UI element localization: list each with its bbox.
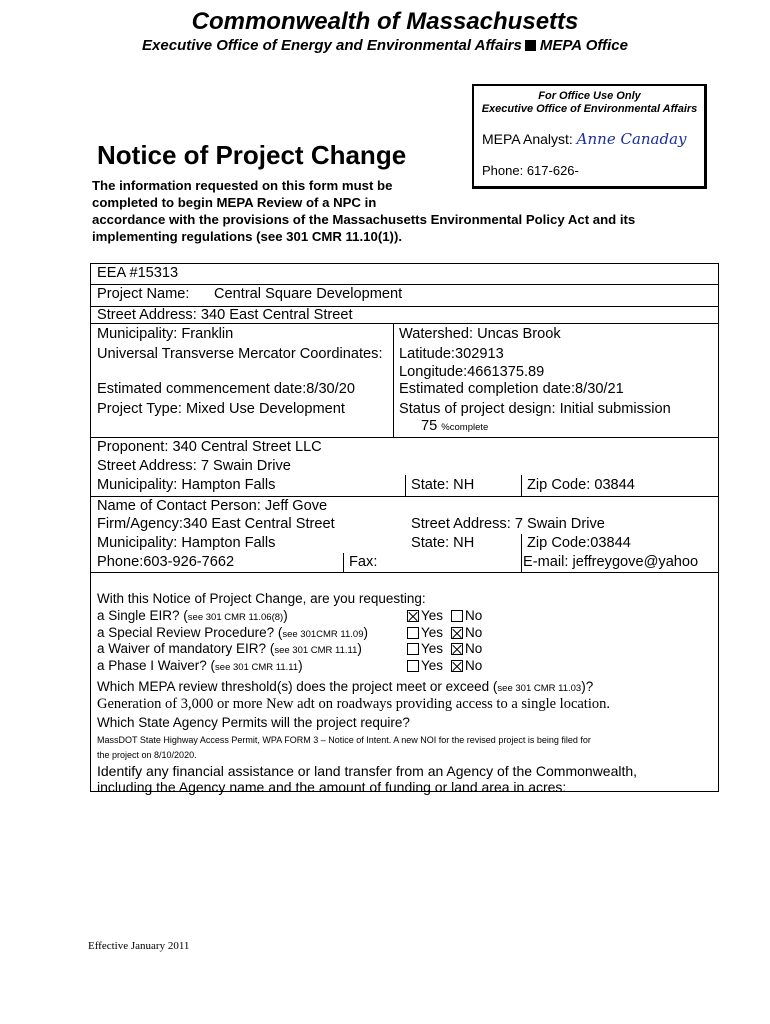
- threshold-question: [97, 679, 593, 694]
- project-street-address: Street Address: 340 East Central Street: [97, 307, 353, 323]
- permits-answer-line-1: MassDOT State Highway Access Permit, WPA FORM 3 – Notice of Intent. A new NOI for the revised project is being filed for: [97, 735, 591, 745]
- completion-date: Estimated completion date:8/30/21: [399, 381, 624, 397]
- no-checkbox[interactable]: [451, 610, 463, 622]
- square-bullet-icon: [525, 40, 536, 51]
- watershed: Watershed: Uncas Brook: [399, 326, 561, 342]
- commencement-date: Estimated commencement date:8/30/20: [97, 381, 355, 397]
- document-title: Commonwealth of Massachusetts: [191, 8, 579, 35]
- request-option-label: a Waiver of mandatory EIR? (: [97, 641, 275, 656]
- contact-street-address: Street Address: 7 Swain Drive: [411, 516, 605, 532]
- office-phone: Phone: 617-626-: [482, 163, 579, 178]
- yes-checkbox[interactable]: [407, 660, 419, 672]
- office-use-box: [472, 84, 707, 189]
- proponent-street-address: Street Address: 7 Swain Drive: [97, 458, 291, 474]
- request-option-row: [97, 625, 368, 640]
- request-option-row: [97, 608, 288, 623]
- proponent: Proponent: 340 Central Street LLC: [97, 439, 322, 455]
- yes-label: Yes: [421, 624, 444, 640]
- contact-email: E-mail: jeffreygove@yahoo: [523, 554, 699, 570]
- request-option-ref: see 301CMR 11.09: [282, 628, 364, 640]
- yes-label: Yes: [421, 641, 444, 656]
- mepa-analyst-label: MEPA Analyst:: [482, 131, 573, 147]
- yes-checkbox[interactable]: [407, 610, 419, 622]
- eea-number: EEA #15313: [97, 265, 179, 281]
- request-option-row: [97, 641, 362, 656]
- permits-question: Which State Agency Permits will the project require?: [97, 715, 410, 730]
- latitude: Latitude:302913: [399, 346, 504, 362]
- permits-answer-line-2: the project on 8/10/2020.: [97, 750, 197, 760]
- threshold-question-text: Which MEPA review threshold(s) does the project meet or exceed (: [97, 679, 498, 694]
- request-option-close: ): [283, 608, 288, 623]
- yes-label: Yes: [421, 608, 444, 623]
- request-option-close: ): [298, 657, 303, 673]
- project-municipality: Municipality: Franklin: [97, 326, 234, 342]
- footer-effective-date: Effective January 2011: [88, 940, 190, 952]
- no-label: No: [465, 641, 483, 656]
- subtitle-agency: Executive Office of Energy and Environmental Affairs: [142, 37, 522, 54]
- no-label: No: [465, 608, 483, 623]
- request-option-label: a Single EIR? (: [97, 608, 188, 623]
- request-option-label: a Phase I Waiver? (: [97, 657, 216, 673]
- proponent-municipality: Municipality: Hampton Falls: [97, 477, 276, 493]
- request-option-ref: see 301 CMR 11.11: [215, 661, 299, 673]
- request-option-close: ): [357, 641, 362, 656]
- request-option-label: a Special Review Procedure? (: [97, 624, 283, 640]
- design-status: Status of project design: Initial submission: [399, 401, 671, 417]
- proponent-state: State: NH: [411, 477, 475, 493]
- contact-firm: Firm/Agency:340 East Central Street: [97, 516, 335, 532]
- contact-fax: Fax:: [349, 554, 378, 570]
- utm-coordinates-label: Universal Transverse Mercator Coordinates:: [97, 346, 383, 362]
- yes-no-group: [407, 625, 482, 640]
- contact-phone: Phone:603-926-7662: [97, 554, 235, 570]
- subtitle-office: MEPA Office: [539, 37, 628, 54]
- request-option-close: ): [363, 624, 368, 640]
- financial-question-line-2: including the Agency name and the amount of funding or land area in acres:: [97, 779, 567, 795]
- request-question: With this Notice of Project Change, are you requesting:: [97, 591, 426, 606]
- no-checkbox[interactable]: [451, 643, 463, 655]
- request-option-ref: see 301 CMR 11.11: [274, 645, 358, 656]
- project-form-table: [90, 263, 719, 795]
- no-checkbox[interactable]: [451, 660, 463, 672]
- office-use-agency: Executive Office of Environmental Affairs: [481, 103, 698, 115]
- threshold-ref: see 301 CMR 11.03: [497, 683, 582, 694]
- mepa-analyst: [482, 130, 687, 148]
- longitude: Longitude:4661375.89: [399, 364, 545, 380]
- yes-no-group: [407, 658, 482, 673]
- intro-text: [92, 177, 635, 245]
- office-use-heading: For Office Use Only: [538, 90, 641, 102]
- contact-state: State: NH: [411, 535, 475, 551]
- project-type: Project Type: Mixed Use Development: [97, 401, 345, 417]
- yes-checkbox[interactable]: [407, 643, 419, 655]
- document-subtitle: [0, 37, 770, 54]
- intro-line-1: The information requested on this form must be: [92, 178, 393, 193]
- intro-line-2: completed to begin MEPA Review of a NPC in: [92, 195, 377, 210]
- percent-complete: [421, 418, 488, 434]
- percent-value: 75: [421, 418, 438, 434]
- financial-question-line-1: Identify any financial assistance or land transfer from an Agency of the Commonwealth,: [97, 763, 638, 779]
- request-option-row: [97, 658, 303, 673]
- intro-line-4: implementing regulations (see 301 CMR 11.10(1)).: [92, 229, 402, 244]
- notice-title: Notice of Project Change: [97, 140, 407, 170]
- proponent-zip: Zip Code: 03844: [527, 477, 635, 493]
- contact-zip: Zip Code:03844: [527, 535, 631, 551]
- no-label: No: [465, 624, 483, 640]
- yes-checkbox[interactable]: [407, 627, 419, 639]
- no-checkbox[interactable]: [451, 627, 463, 639]
- project-name-label: Project Name:: [97, 286, 190, 302]
- threshold-answer: Generation of 3,000 or more New adt on roadways providing access to a single location.: [97, 696, 610, 712]
- percent-label: %complete: [441, 422, 489, 433]
- yes-no-group: [407, 608, 482, 623]
- request-option-ref: see 301 CMR 11.06(8): [187, 612, 284, 623]
- threshold-close: )?: [581, 679, 594, 694]
- project-name: Central Square Development: [214, 286, 403, 302]
- contact-person: Name of Contact Person: Jeff Gove: [97, 498, 328, 514]
- intro-line-3: accordance with the provisions of the Massachusetts Environmental Policy Act and its: [92, 212, 636, 227]
- yes-no-group: [407, 641, 482, 656]
- no-label: No: [465, 657, 483, 673]
- yes-label: Yes: [421, 657, 444, 673]
- contact-municipality: Municipality: Hampton Falls: [97, 535, 276, 551]
- mepa-analyst-name: Anne Canaday: [576, 130, 687, 148]
